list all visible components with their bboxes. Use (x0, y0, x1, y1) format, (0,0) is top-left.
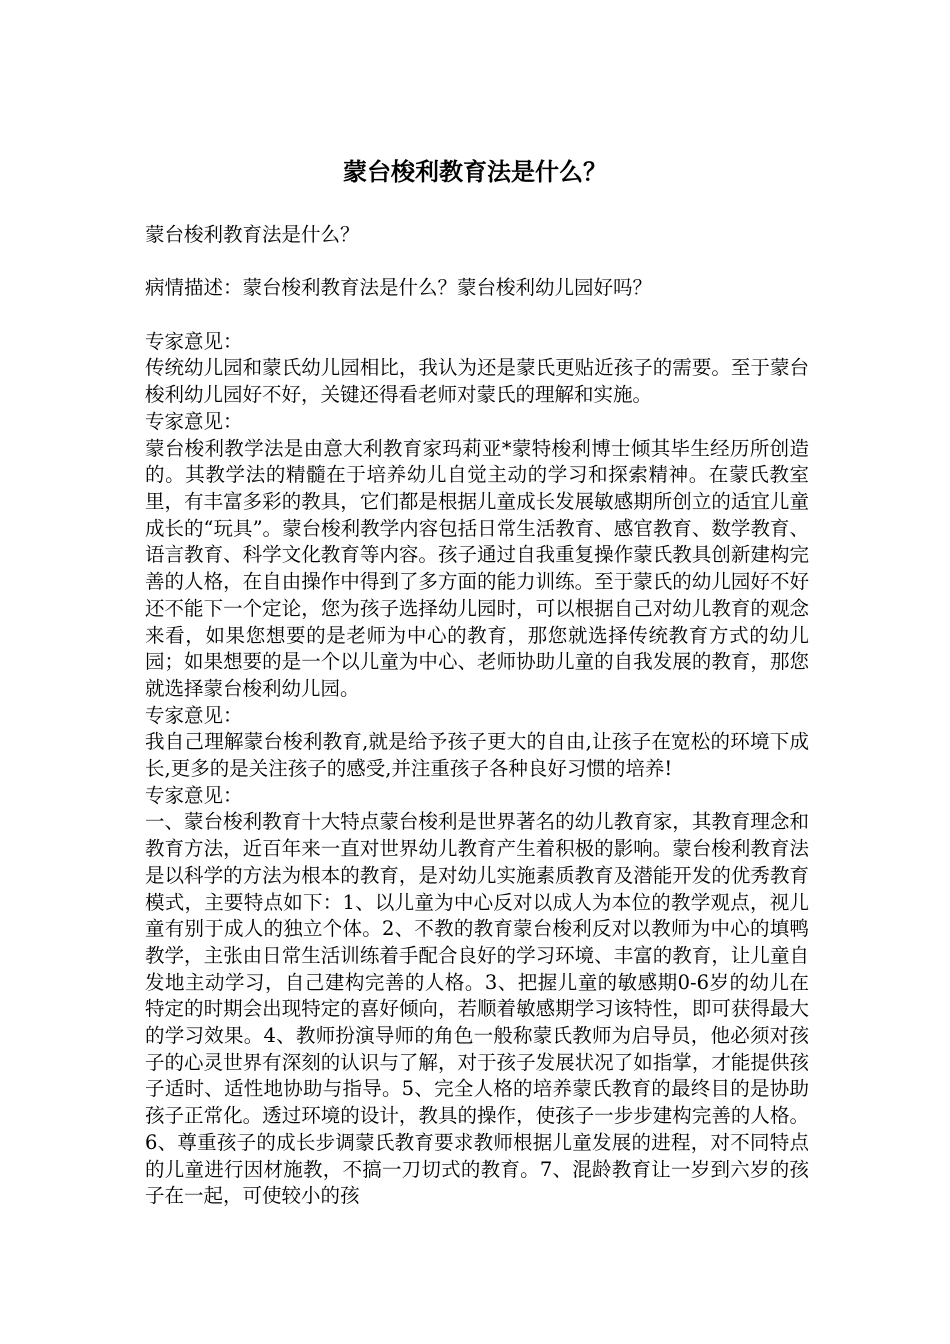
opinion-heading: 专家意见： (145, 409, 243, 433)
opinion-heading: 专家意见： (145, 703, 243, 727)
opinion-heading: 专家意见： (145, 783, 243, 807)
document-title: 蒙台梭利教育法是什么？ (343, 157, 607, 186)
opinion-text: 蒙台梭利教学法是由意大利教育家玛莉亚*蒙特梭利博士倾其毕生经历所创造的。其教学法的精髓在于培养幼儿自觉主动的学习和探索精神。在蒙氏教室里，有丰富多彩的教具，它们都是根据儿童成长发展敏感期所创立的适宜儿童成长的“玩具”。蒙台梭利教学内容包括日常生活教育、感官教育、数学教育、语言教育、科学文化教育等内容。孩子通过自我重复操作蒙氏教具创新建构完善的人格，在自由操作中得到了多方面的能力训练。至于蒙氏的幼儿园好不好还不能下一个定论，您为孩子选择幼儿园时，可以根据自己对幼儿教育的观念来看，如果您想要的是老师为中心的教育，那您就选择传统教育方式的幼儿园；如果想要的是一个以儿童为中心、老师协助儿童的自我发展的教育，那您就选择蒙台梭利幼儿园。 (145, 436, 809, 700)
opinion-text: 我自己理解蒙台梭利教育,就是给予孩子更大的自由,让孩子在宽松的环境下成长,更多的是关注孩子的感受,并注重孩子各种良好习惯的培养! (145, 730, 809, 781)
paragraph-gap (145, 249, 809, 276)
opinion-text: 一、蒙台梭利教育十大特点蒙台梭利是世界著名的幼儿教育家，其教育理念和教育方法，近百年来一直对世界幼儿教育产生着积极的影响。蒙台梭利教育法是以科学的方法为根本的教育，是对幼儿实施素质教育及潜能开发的优秀教育模式，主要特点如下：1、以儿童为中心反对以成人为本位的教学观点，视儿童有别于成人的独立个体。2、不教的教育蒙台梭利反对以教师为中心的填鸭教学，主张由日常生活训练着手配合良好的学习环境、丰富的教育，让儿童自发地主动学习，自己建构完善的人格。3、把握儿童的敏感期0-6岁的幼儿在特定的时期会出现特定的喜好倾向，若顺着敏感期学习该特性，即可获得最大的学习效果。4、教师扮演导师的角色一般称蒙氏教师为启导员，他必须对孩子的心灵世界有深刻的认识与了解，对于孩子发展状况了如指掌，才能提供孩子适时、适性地协助与指导。5、完全人格的培养蒙氏教育的最终目的是协助孩子正常化。透过环境的设计，教具的操作，使孩子一步步建构完善的人格。6、尊重孩子的成长步调蒙氏教育要求教师根据儿童发展的进程，对不同特点的儿童进行因材施教，不搞一刀切式的教育。7、混龄教育让一岁到六岁的孩子在一起，可使较小的孩 (145, 810, 809, 1208)
paragraph-gap (145, 302, 809, 329)
question-line: 蒙台梭利教育法是什么？ (145, 223, 360, 246)
description-line: 病情描述：蒙台梭利教育法是什么？蒙台梭利幼儿园好吗？ (145, 276, 653, 300)
opinion-text: 传统幼儿园和蒙氏幼儿园相比，我认为还是蒙氏更贴近孩子的需要。至于蒙台梭利幼儿园好不好，关键还得看老师对蒙氏的理解和实施。 (145, 356, 809, 407)
document-body (145, 222, 809, 1210)
opinion-heading: 专家意见： (145, 329, 243, 353)
